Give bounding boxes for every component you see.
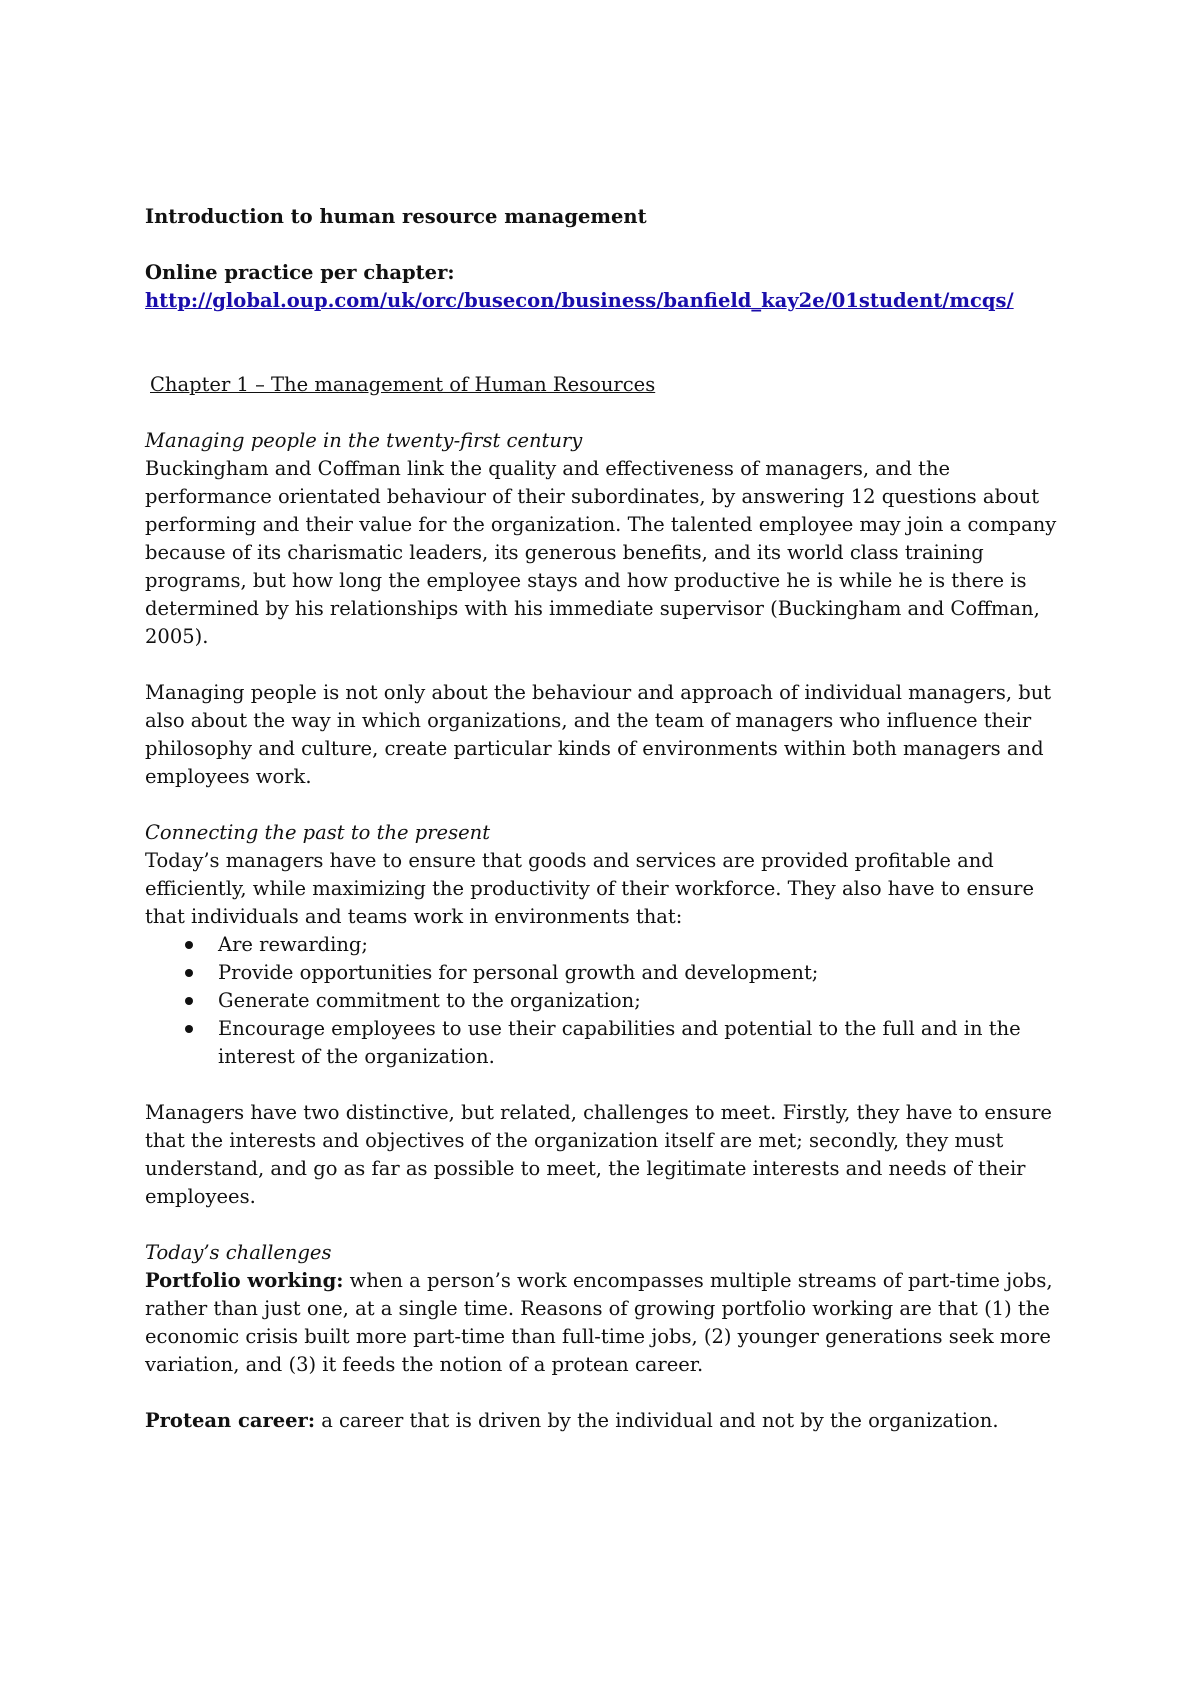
section-heading-managing-people: Managing people in the twenty-first century [145,429,583,452]
online-practice-link[interactable]: http://global.oup.com/uk/orc/busecon/business/banfield_kay2e/01student/mcqs/ [145,289,1014,312]
list-item-text: Provide opportunities for personal growth and development; [218,961,819,984]
term-portfolio-working: Portfolio working: [145,1269,344,1292]
online-practice-label: Online practice per chapter: [145,261,455,284]
list-item-text: Generate commitment to the organization; [218,989,641,1012]
paragraph-buckingham-coffman: Buckingham and Coffman link the quality and effectiveness of managers, and the performance orientated behaviour of their subordinates, by answering 12 questions about performing and their value for the organization. The talented employee may join a company because of its charismatic leaders, its generous benefits, and its world class training programs, but how long the employee stays and how productive he is while he is there is determined by his relationships with his immediate supervisor (Buckingham and Coffman, 2005). [145,457,1057,648]
list-item-text: Encourage employees to use their capabilities and potential to the full and in the interest of the organization. [218,1017,1021,1068]
document-page [145,203,1075,1435]
paragraph-portfolio-working [145,1267,1075,1379]
paragraph-todays-managers: Today’s managers have to ensure that goods and services are provided profitable and efficiently, while maximizing the productivity of their workforce. They also have to ensure that individuals and teams work in environments that: [145,849,1035,928]
list-item [145,959,1075,987]
bullet-list [145,931,1075,1071]
definition-portfolio-working: when a person’s work encompasses multiple streams of part-time jobs, rather than just one, at a single time. Reasons of growing portfolio working are that (1) the economic crisis built more part-time than full-time jobs, (2) younger generations seek more variation, and (3) it feeds the notion of a protean career. [145,1269,1053,1376]
paragraph-managing-people: Managing people is not only about the behaviour and approach of individual managers, but also about the way in which organizations, and the team of managers who influence their philosophy and culture, create particular kinds of environments within both managers and employees work. [145,681,1052,788]
bullet-icon [185,941,193,949]
bullet-icon [185,1025,193,1033]
list-item [145,931,1075,959]
list-item [145,987,1075,1015]
term-protean-career: Protean career: [145,1409,316,1432]
bullet-icon [185,969,193,977]
bullet-icon [185,997,193,1005]
chapter-heading: Chapter 1 – The management of Human Resources [150,373,656,396]
paragraph-protean-career [145,1407,1075,1435]
list-item-text: Are rewarding; [218,933,368,956]
document-title: Introduction to human resource management [145,205,647,228]
list-item [145,1015,1075,1071]
definition-protean-career: a career that is driven by the individual and not by the organization. [315,1409,999,1432]
paragraph-two-challenges: Managers have two distinctive, but related, challenges to meet. Firstly, they have to ensure that the interests and objectives of the organization itself are met; secondly, they must understand, and go as far as possible to meet, the legitimate interests and needs of their employees. [145,1101,1052,1208]
section-heading-connecting: Connecting the past to the present [145,821,491,844]
section-heading-todays-challenges: Today’s challenges [145,1241,332,1264]
